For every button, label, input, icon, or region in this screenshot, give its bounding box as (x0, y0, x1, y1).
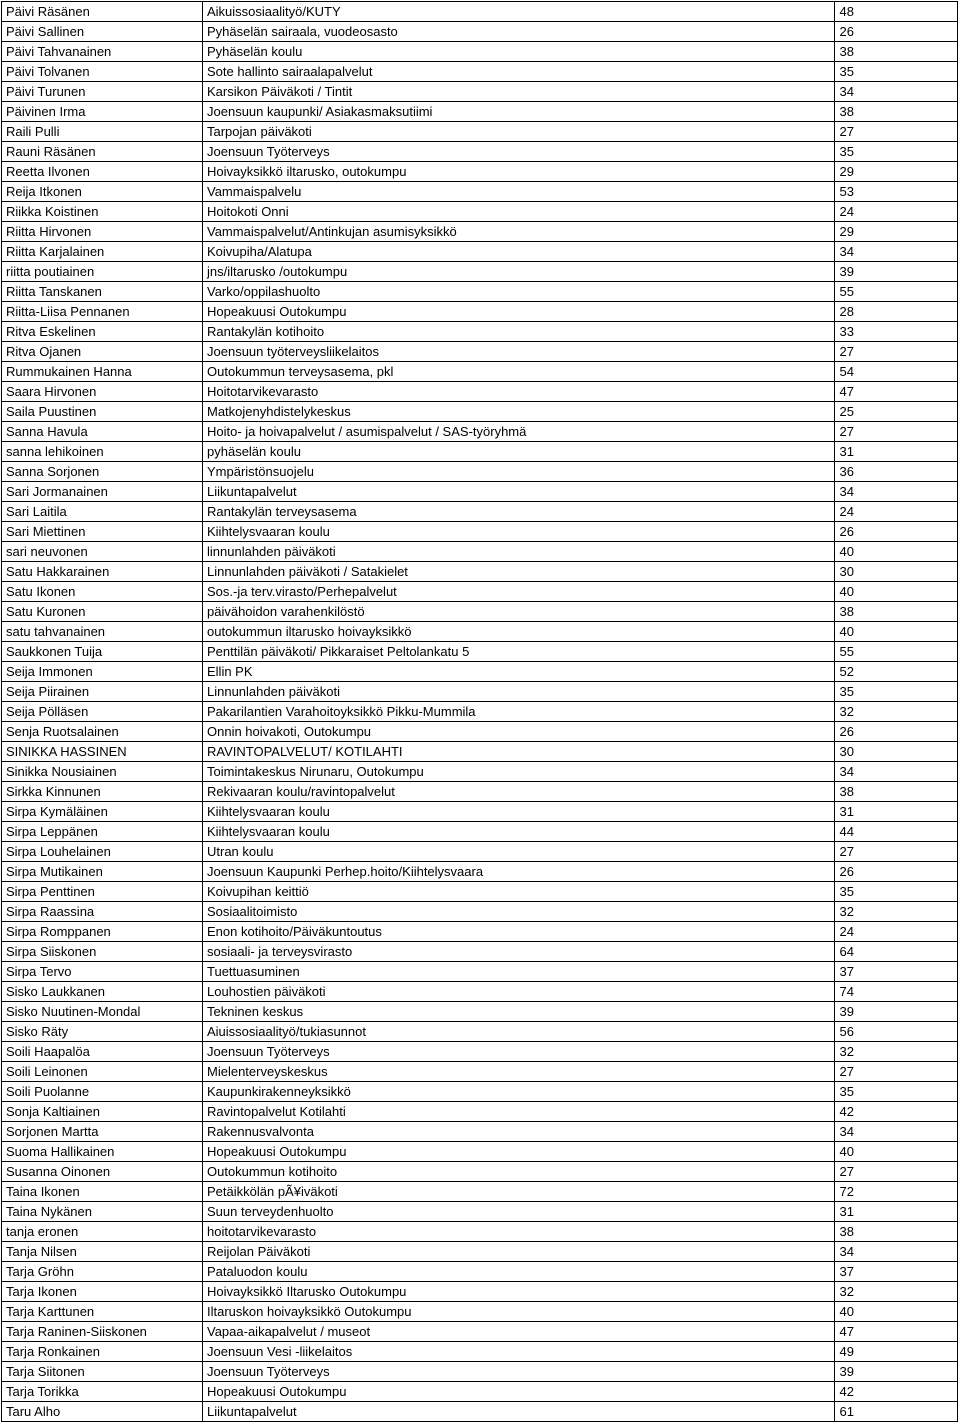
workplace-cell[interactable]: Koivupiha/Alatupa (203, 242, 835, 262)
name-cell[interactable]: Päivi Tolvanen (2, 62, 203, 82)
name-cell[interactable]: tanja eronen (2, 1222, 203, 1242)
number-cell[interactable]: 27 (835, 1062, 958, 1082)
name-cell[interactable]: Sirpa Louhelainen (2, 842, 203, 862)
spreadsheet-table (1, 1, 958, 1422)
table-row (2, 882, 958, 902)
table-row (2, 1262, 958, 1282)
workplace-cell[interactable]: Hoitotarvikevarasto (203, 382, 835, 402)
number-cell[interactable]: 27 (835, 342, 958, 362)
workplace-cell[interactable]: Aiuissosiaalityö/tukiasunnot (203, 1022, 835, 1042)
table-row (2, 82, 958, 102)
workplace-cell[interactable]: pyhäselän koulu (203, 442, 835, 462)
number-cell[interactable]: 26 (835, 862, 958, 882)
name-cell[interactable]: Seija Piirainen (2, 682, 203, 702)
table-row (2, 522, 958, 542)
name-cell[interactable]: Tanja Nilsen (2, 1242, 203, 1262)
workplace-cell[interactable]: Hoitokoti Onni (203, 202, 835, 222)
workplace-cell[interactable]: Suun terveydenhuolto (203, 1202, 835, 1222)
table-row (2, 822, 958, 842)
workplace-cell[interactable]: Hoivayksikkö iltarusko, outokumpu (203, 162, 835, 182)
table-row (2, 462, 958, 482)
number-cell[interactable]: 25 (835, 402, 958, 422)
number-cell[interactable]: 40 (835, 582, 958, 602)
table-row (2, 2, 958, 22)
name-cell[interactable]: Saila Puustinen (2, 402, 203, 422)
table-row (2, 1082, 958, 1102)
table-row (2, 22, 958, 42)
table-row (2, 382, 958, 402)
workplace-cell[interactable]: Onnin hoivakoti, Outokumpu (203, 722, 835, 742)
table-row (2, 602, 958, 622)
name-cell[interactable]: Päivi Tahvanainen (2, 42, 203, 62)
name-cell[interactable]: Sirpa Leppänen (2, 822, 203, 842)
workplace-cell[interactable]: Hopeakuusi Outokumpu (203, 1142, 835, 1162)
table-row (2, 222, 958, 242)
name-cell[interactable]: Sari Laitila (2, 502, 203, 522)
workplace-cell[interactable]: Outokummun terveysasema, pkl (203, 362, 835, 382)
name-cell[interactable]: Soili Puolanne (2, 1082, 203, 1102)
number-cell[interactable]: 74 (835, 982, 958, 1002)
workplace-cell[interactable]: Matkojenyhdistelykeskus (203, 402, 835, 422)
number-cell[interactable]: 35 (835, 682, 958, 702)
workplace-cell[interactable]: Joensuun Työterveys (203, 1362, 835, 1382)
workplace-cell[interactable]: Ympäristönsuojelu (203, 462, 835, 482)
number-cell[interactable]: 30 (835, 562, 958, 582)
number-cell[interactable]: 54 (835, 362, 958, 382)
workplace-cell[interactable]: hoitotarvikevarasto (203, 1222, 835, 1242)
number-cell[interactable]: 27 (835, 422, 958, 442)
table-row (2, 1142, 958, 1162)
number-cell[interactable]: 38 (835, 42, 958, 62)
table-row (2, 1282, 958, 1302)
table-row (2, 262, 958, 282)
table-row (2, 942, 958, 962)
number-cell[interactable]: 32 (835, 1042, 958, 1062)
table-row (2, 1322, 958, 1342)
workplace-cell[interactable]: Ellin PK (203, 662, 835, 682)
name-cell[interactable]: Sonja Kaltiainen (2, 1102, 203, 1122)
workplace-cell[interactable]: Aikuissosiaalityö/KUTY (203, 2, 835, 22)
table-row (2, 802, 958, 822)
workplace-cell[interactable]: Joensuun Työterveys (203, 142, 835, 162)
number-cell[interactable]: 40 (835, 622, 958, 642)
number-cell[interactable]: 32 (835, 902, 958, 922)
workplace-cell[interactable]: Kiihtelysvaaran koulu (203, 802, 835, 822)
name-cell[interactable]: Soili Leinonen (2, 1062, 203, 1082)
workplace-cell[interactable]: Tekninen keskus (203, 1002, 835, 1022)
table-row (2, 682, 958, 702)
workplace-cell[interactable]: linnunlahden päiväkoti (203, 542, 835, 562)
table-row (2, 102, 958, 122)
name-cell[interactable]: Riitta Hirvonen (2, 222, 203, 242)
number-cell[interactable]: 27 (835, 122, 958, 142)
workplace-cell[interactable]: Rantakylän terveysasema (203, 502, 835, 522)
number-cell[interactable]: 34 (835, 242, 958, 262)
table-row (2, 202, 958, 222)
name-cell[interactable]: Riitta Tanskanen (2, 282, 203, 302)
number-cell[interactable]: 24 (835, 502, 958, 522)
table-row (2, 1022, 958, 1042)
name-cell[interactable]: Tarja Ikonen (2, 1282, 203, 1302)
number-cell[interactable]: 64 (835, 942, 958, 962)
name-cell[interactable]: Riitta-Liisa Pennanen (2, 302, 203, 322)
workplace-cell[interactable]: Ravintopalvelut Kotilahti (203, 1102, 835, 1122)
number-cell[interactable]: 34 (835, 82, 958, 102)
workplace-cell[interactable]: outokummun iltarusko hoivayksikkö (203, 622, 835, 642)
table-row (2, 322, 958, 342)
workplace-cell[interactable]: Joensuun Vesi -liikelaitos (203, 1342, 835, 1362)
number-cell[interactable]: 34 (835, 482, 958, 502)
table-row (2, 642, 958, 662)
table-row (2, 962, 958, 982)
number-cell[interactable]: 34 (835, 1242, 958, 1262)
number-cell[interactable]: 35 (835, 62, 958, 82)
workplace-cell[interactable]: Penttilän päiväkoti/ Pikkaraiset Peltolankatu 5 (203, 642, 835, 662)
number-cell[interactable]: 35 (835, 142, 958, 162)
workplace-cell[interactable]: Reijolan Päiväkoti (203, 1242, 835, 1262)
table-row (2, 862, 958, 882)
workplace-cell[interactable]: Sosiaalitoimisto (203, 902, 835, 922)
table-row (2, 402, 958, 422)
number-cell[interactable]: 37 (835, 1262, 958, 1282)
workplace-cell[interactable]: Liikuntapalvelut (203, 1402, 835, 1422)
number-cell[interactable]: 32 (835, 1282, 958, 1302)
workplace-cell[interactable]: Koivupihan keittiö (203, 882, 835, 902)
table-row (2, 562, 958, 582)
name-cell[interactable]: sanna lehikoinen (2, 442, 203, 462)
name-cell[interactable]: Satu Kuronen (2, 602, 203, 622)
number-cell[interactable]: 32 (835, 702, 958, 722)
name-cell[interactable]: Päivi Sallinen (2, 22, 203, 42)
workplace-cell[interactable]: Sote hallinto sairaalapalvelut (203, 62, 835, 82)
workplace-cell[interactable]: Joensuun kaupunki/ Asiakasmaksutiimi (203, 102, 835, 122)
table-row (2, 1002, 958, 1022)
number-cell[interactable]: 38 (835, 1222, 958, 1242)
number-cell[interactable]: 39 (835, 1002, 958, 1022)
name-cell[interactable]: Sirpa Mutikainen (2, 862, 203, 882)
number-cell[interactable]: 40 (835, 1142, 958, 1162)
table-row (2, 1222, 958, 1242)
workplace-cell[interactable]: Varko/oppilashuolto (203, 282, 835, 302)
number-cell[interactable]: 72 (835, 1182, 958, 1202)
name-cell[interactable]: Sirpa Romppanen (2, 922, 203, 942)
table-row (2, 502, 958, 522)
name-cell[interactable]: Sanna Havula (2, 422, 203, 442)
workplace-cell[interactable]: Joensuun työterveysliikelaitos (203, 342, 835, 362)
name-cell[interactable]: Saukkonen Tuija (2, 642, 203, 662)
workplace-cell[interactable]: Karsikon Päiväkoti / Tintit (203, 82, 835, 102)
table-row (2, 722, 958, 742)
table-row (2, 302, 958, 322)
number-cell[interactable]: 44 (835, 822, 958, 842)
number-cell[interactable]: 49 (835, 1342, 958, 1362)
table-row (2, 1182, 958, 1202)
table-row (2, 582, 958, 602)
workplace-cell[interactable]: Joensuun Työterveys (203, 1042, 835, 1062)
workplace-cell[interactable]: Utran koulu (203, 842, 835, 862)
workplace-cell[interactable]: Hopeakuusi Outokumpu (203, 302, 835, 322)
number-cell[interactable]: 27 (835, 842, 958, 862)
table-row (2, 42, 958, 62)
name-cell[interactable]: Riitta Karjalainen (2, 242, 203, 262)
number-cell[interactable]: 40 (835, 542, 958, 562)
workplace-cell[interactable]: Vammaispalvelu (203, 182, 835, 202)
table-row (2, 902, 958, 922)
name-cell[interactable]: Satu Ikonen (2, 582, 203, 602)
name-cell[interactable]: Satu Hakkarainen (2, 562, 203, 582)
number-cell[interactable]: 38 (835, 602, 958, 622)
table-row (2, 122, 958, 142)
name-cell[interactable]: Taina Nykänen (2, 1202, 203, 1222)
name-cell[interactable]: Sisko Laukkanen (2, 982, 203, 1002)
workplace-cell[interactable]: Linnunlahden päiväkoti / Satakielet (203, 562, 835, 582)
workplace-cell[interactable]: Vapaa-aikapalvelut / museot (203, 1322, 835, 1342)
workplace-cell[interactable]: jns/iltarusko /outokumpu (203, 262, 835, 282)
name-cell[interactable]: Päivi Räsänen (2, 2, 203, 22)
name-cell[interactable]: Seija Pölläsen (2, 702, 203, 722)
table-row (2, 482, 958, 502)
number-cell[interactable]: 33 (835, 322, 958, 342)
name-cell[interactable]: Sisko Räty (2, 1022, 203, 1042)
number-cell[interactable]: 56 (835, 1022, 958, 1042)
table-row (2, 1242, 958, 1262)
number-cell[interactable]: 31 (835, 1202, 958, 1222)
workplace-cell[interactable]: RAVINTOPALVELUT/ KOTILAHTI (203, 742, 835, 762)
table-row (2, 922, 958, 942)
table-row (2, 742, 958, 762)
name-cell[interactable]: Sirpa Penttinen (2, 882, 203, 902)
name-cell[interactable]: Rummukainen Hanna (2, 362, 203, 382)
name-cell[interactable]: Saara Hirvonen (2, 382, 203, 402)
number-cell[interactable]: 55 (835, 282, 958, 302)
name-cell[interactable]: Sirpa Raassina (2, 902, 203, 922)
name-cell[interactable]: Sisko Nuutinen-Mondal (2, 1002, 203, 1022)
number-cell[interactable]: 31 (835, 442, 958, 462)
workplace-cell[interactable]: Mielenterveyskeskus (203, 1062, 835, 1082)
workplace-cell[interactable]: Toimintakeskus Nirunaru, Outokumpu (203, 762, 835, 782)
workplace-cell[interactable]: Kiihtelysvaaran koulu (203, 522, 835, 542)
name-cell[interactable]: Sorjonen Martta (2, 1122, 203, 1142)
name-cell[interactable]: Tarja Ronkainen (2, 1342, 203, 1362)
workplace-cell[interactable]: päivähoidon varahenkilöstö (203, 602, 835, 622)
workplace-cell[interactable]: Louhostien päiväkoti (203, 982, 835, 1002)
name-cell[interactable]: riitta poutiainen (2, 262, 203, 282)
workplace-cell[interactable]: Enon kotihoito/Päiväkuntoutus (203, 922, 835, 942)
workplace-cell[interactable]: Hoito- ja hoivapalvelut / asumispalvelut / SAS-työryhmä (203, 422, 835, 442)
workplace-cell[interactable]: Rantakylän kotihoito (203, 322, 835, 342)
workplace-cell[interactable]: Outokummun kotihoito (203, 1162, 835, 1182)
table-row (2, 442, 958, 462)
name-cell[interactable]: Ritva Eskelinen (2, 322, 203, 342)
table-row (2, 782, 958, 802)
table-row (2, 242, 958, 262)
name-cell[interactable]: Tarja Gröhn (2, 1262, 203, 1282)
name-cell[interactable]: Sari Miettinen (2, 522, 203, 542)
name-cell[interactable]: Susanna Oinonen (2, 1162, 203, 1182)
number-cell[interactable]: 24 (835, 202, 958, 222)
number-cell[interactable]: 52 (835, 662, 958, 682)
number-cell[interactable]: 42 (835, 1382, 958, 1402)
name-cell[interactable]: Taru Alho (2, 1402, 203, 1422)
name-cell[interactable]: Seija Immonen (2, 662, 203, 682)
table-row (2, 842, 958, 862)
table-row (2, 982, 958, 1002)
number-cell[interactable]: 34 (835, 1122, 958, 1142)
workplace-cell[interactable]: Vammaispalvelut/Antinkujan asumisyksikkö (203, 222, 835, 242)
workplace-cell[interactable]: Sos.-ja terv.virasto/Perhepalvelut (203, 582, 835, 602)
workplace-cell[interactable]: Tarpojan päiväkoti (203, 122, 835, 142)
workplace-cell[interactable]: Iltaruskon hoivayksikkö Outokumpu (203, 1302, 835, 1322)
table-row (2, 542, 958, 562)
table-row (2, 1302, 958, 1322)
name-cell[interactable]: Taina Ikonen (2, 1182, 203, 1202)
name-cell[interactable]: Reija Itkonen (2, 182, 203, 202)
number-cell[interactable]: 48 (835, 2, 958, 22)
number-cell[interactable]: 28 (835, 302, 958, 322)
number-cell[interactable]: 47 (835, 382, 958, 402)
number-cell[interactable]: 37 (835, 962, 958, 982)
number-cell[interactable]: 31 (835, 802, 958, 822)
name-cell[interactable]: Senja Ruotsalainen (2, 722, 203, 742)
number-cell[interactable]: 39 (835, 262, 958, 282)
name-cell[interactable]: Sanna Sorjonen (2, 462, 203, 482)
workplace-cell[interactable]: Petäikkölän pÃ¥iväkoti (203, 1182, 835, 1202)
table-row (2, 1062, 958, 1082)
table-row (2, 1042, 958, 1062)
name-cell[interactable]: Ritva Ojanen (2, 342, 203, 362)
table-row (2, 282, 958, 302)
workplace-cell[interactable]: Joensuun Kaupunki Perhep.hoito/Kiihtelysvaara (203, 862, 835, 882)
workplace-cell[interactable]: Tuettuasuminen (203, 962, 835, 982)
number-cell[interactable]: 24 (835, 922, 958, 942)
table-row (2, 362, 958, 382)
number-cell[interactable]: 61 (835, 1402, 958, 1422)
workplace-cell[interactable]: Pakarilantien Varahoitoyksikkö Pikku-Mummila (203, 702, 835, 722)
name-cell[interactable]: sari neuvonen (2, 542, 203, 562)
number-cell[interactable]: 40 (835, 1302, 958, 1322)
table-row (2, 622, 958, 642)
number-cell[interactable]: 29 (835, 222, 958, 242)
workplace-cell[interactable]: Hoivayksikkö Iltarusko Outokumpu (203, 1282, 835, 1302)
table-row (2, 662, 958, 682)
table-row (2, 1122, 958, 1142)
number-cell[interactable]: 26 (835, 522, 958, 542)
name-cell[interactable]: Sirpa Siiskonen (2, 942, 203, 962)
number-cell[interactable]: 36 (835, 462, 958, 482)
workplace-cell[interactable]: Pyhäselän sairaala, vuodeosasto (203, 22, 835, 42)
name-cell[interactable]: Päivi Turunen (2, 82, 203, 102)
number-cell[interactable]: 42 (835, 1102, 958, 1122)
workplace-cell[interactable]: Rakennusvalvonta (203, 1122, 835, 1142)
workplace-cell[interactable]: Linnunlahden päiväkoti (203, 682, 835, 702)
table-row (2, 1382, 958, 1402)
name-cell[interactable]: Päivinen Irma (2, 102, 203, 122)
name-cell[interactable]: Tarja Karttunen (2, 1302, 203, 1322)
name-cell[interactable]: Rauni Räsänen (2, 142, 203, 162)
number-cell[interactable]: 30 (835, 742, 958, 762)
number-cell[interactable]: 47 (835, 1322, 958, 1342)
name-cell[interactable]: Sirkka Kinnunen (2, 782, 203, 802)
name-cell[interactable]: Riikka Koistinen (2, 202, 203, 222)
name-cell[interactable]: Tarja Siitonen (2, 1362, 203, 1382)
name-cell[interactable]: Tarja Torikka (2, 1382, 203, 1402)
name-cell[interactable]: Sirpa Tervo (2, 962, 203, 982)
workplace-cell[interactable]: Liikuntapalvelut (203, 482, 835, 502)
number-cell[interactable]: 27 (835, 1162, 958, 1182)
name-cell[interactable]: Soili Haapalöa (2, 1042, 203, 1062)
table-row (2, 1162, 958, 1182)
number-cell[interactable]: 53 (835, 182, 958, 202)
name-cell[interactable]: Tarja Raninen-Siiskonen (2, 1322, 203, 1342)
number-cell[interactable]: 26 (835, 722, 958, 742)
table-row (2, 762, 958, 782)
table-row (2, 422, 958, 442)
number-cell[interactable]: 38 (835, 102, 958, 122)
table-row (2, 182, 958, 202)
table-row (2, 1402, 958, 1422)
table-row (2, 1362, 958, 1382)
workplace-cell[interactable]: Kaupunkirakenneyksikkö (203, 1082, 835, 1102)
table-row (2, 162, 958, 182)
number-cell[interactable]: 29 (835, 162, 958, 182)
table-row (2, 702, 958, 722)
table-row (2, 1342, 958, 1362)
name-cell[interactable]: Reetta Ilvonen (2, 162, 203, 182)
workplace-cell[interactable]: sosiaali- ja terveysvirasto (203, 942, 835, 962)
name-cell[interactable]: satu tahvanainen (2, 622, 203, 642)
name-cell[interactable]: Raili Pulli (2, 122, 203, 142)
name-cell[interactable]: Sari Jormanainen (2, 482, 203, 502)
number-cell[interactable]: 39 (835, 1362, 958, 1382)
workplace-cell[interactable]: Hopeakuusi Outokumpu (203, 1382, 835, 1402)
name-cell[interactable]: Sirpa Kymäläinen (2, 802, 203, 822)
table-row (2, 1102, 958, 1122)
number-cell[interactable]: 35 (835, 882, 958, 902)
workplace-cell[interactable]: Kiihtelysvaaran koulu (203, 822, 835, 842)
workplace-cell[interactable]: Pataluodon koulu (203, 1262, 835, 1282)
number-cell[interactable]: 35 (835, 1082, 958, 1102)
workplace-cell[interactable]: Pyhäselän koulu (203, 42, 835, 62)
table-row (2, 142, 958, 162)
name-cell[interactable]: Sinikka Nousiainen (2, 762, 203, 782)
table-row (2, 1202, 958, 1222)
name-cell[interactable]: Suoma Hallikainen (2, 1142, 203, 1162)
name-cell[interactable]: SINIKKA HASSINEN (2, 742, 203, 762)
workplace-cell[interactable]: Rekivaaran koulu/ravintopalvelut (203, 782, 835, 802)
number-cell[interactable]: 38 (835, 782, 958, 802)
table-row (2, 62, 958, 82)
number-cell[interactable]: 26 (835, 22, 958, 42)
number-cell[interactable]: 34 (835, 762, 958, 782)
table-body (2, 2, 958, 1422)
table-row (2, 342, 958, 362)
number-cell[interactable]: 55 (835, 642, 958, 662)
